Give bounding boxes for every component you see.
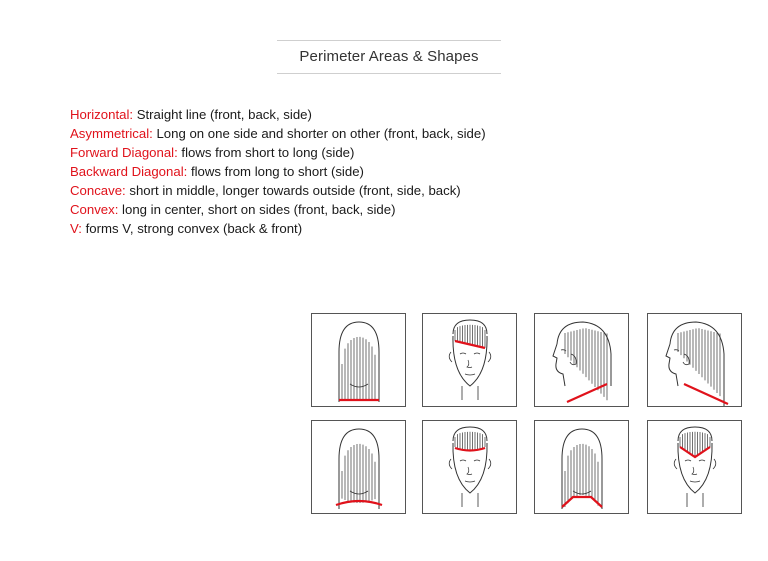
panel-concave-back <box>534 420 629 514</box>
panel-v-front <box>647 420 742 514</box>
definition-v: V: forms V, strong convex (back & front) <box>70 221 303 236</box>
side-profile-backward-diagonal-illustration <box>648 314 743 408</box>
definitions-list <box>70 105 486 238</box>
panel-convex-back <box>311 420 406 514</box>
panel-concave-front <box>422 420 517 514</box>
front-face-concave-illustration <box>423 421 518 515</box>
front-face-v-illustration <box>648 421 743 515</box>
front-face-asymmetrical-illustration <box>423 314 518 408</box>
definition-horizontal: Horizontal: Straight line (front, back, side) <box>70 107 312 122</box>
panel-horizontal-back <box>311 313 406 407</box>
back-head-horizontal-illustration <box>312 314 407 408</box>
back-head-convex-illustration <box>312 421 407 515</box>
definition-convex: Convex: long in center, short on sides (front, back, side) <box>70 202 396 217</box>
definition-backward-diagonal: Backward Diagonal: flows from long to short (side) <box>70 164 364 179</box>
panel-forward-diagonal-side <box>534 313 629 407</box>
title-rule-top <box>277 40 501 41</box>
panel-asymmetrical-front <box>422 313 517 407</box>
panel-backward-diagonal-side <box>647 313 742 407</box>
page-title: Perimeter Areas & Shapes <box>299 48 479 65</box>
back-head-concave-illustration <box>535 421 630 515</box>
side-profile-forward-diagonal-illustration <box>535 314 630 408</box>
title-rule-bottom <box>277 73 501 74</box>
definition-asymmetrical: Asymmetrical: Long on one side and shorter on other (front, back, side) <box>70 126 486 141</box>
definition-forward-diagonal: Forward Diagonal: flows from short to long (side) <box>70 145 355 160</box>
perimeter-shape-illustrations <box>311 313 743 516</box>
definition-concave: Concave: short in middle, longer towards outside (front, side, back) <box>70 183 461 198</box>
